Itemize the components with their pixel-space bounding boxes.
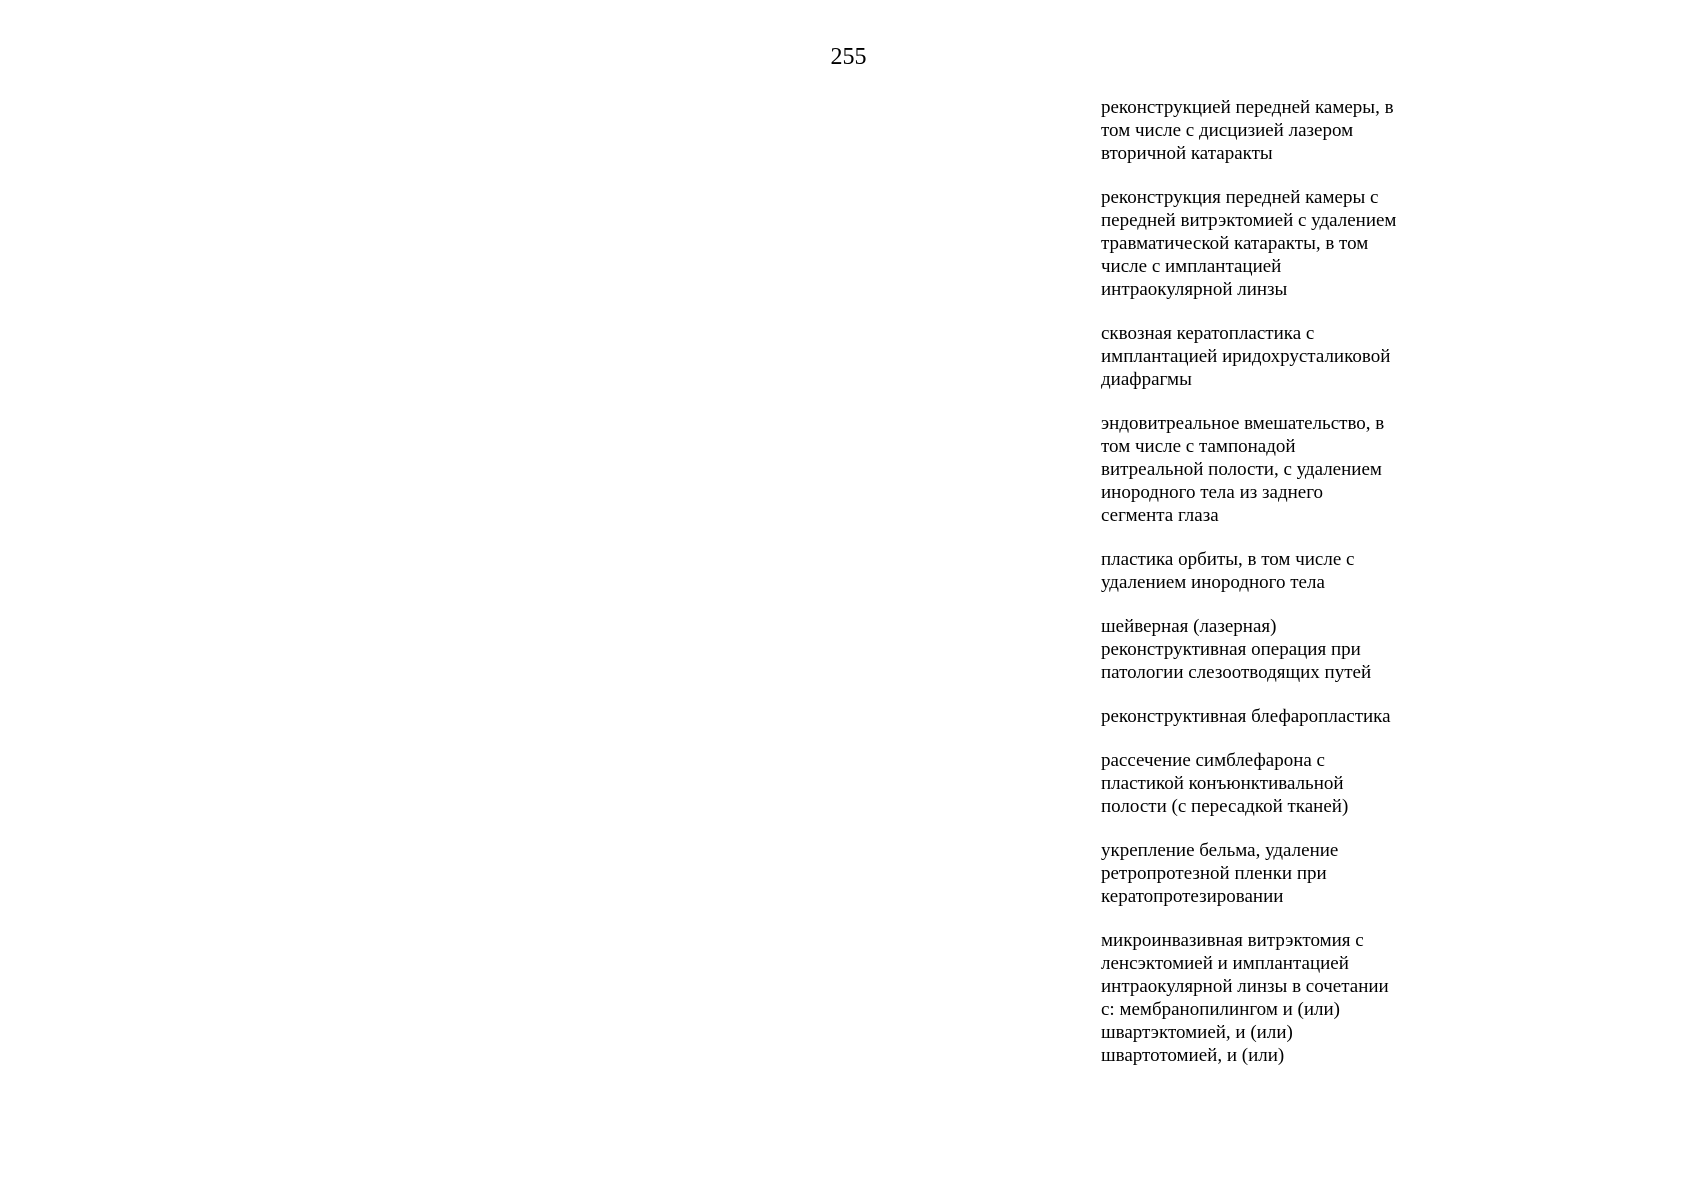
- procedure-text-line: полости (с пересадкой тканей): [1101, 796, 1349, 817]
- procedure-text-line: том числе с дисцизией лазером: [1101, 120, 1354, 141]
- procedure-list: [1101, 96, 1441, 1088]
- procedure-item: [1101, 96, 1441, 165]
- procedure-text-line: пластикой конъюнктивальной: [1101, 773, 1344, 794]
- procedure-text-line: интраокулярной линзы в сочетании: [1101, 976, 1389, 997]
- procedure-text-line: инородного тела из заднего: [1101, 482, 1324, 503]
- procedure-text-line: передней витрэктомией с удалением: [1101, 210, 1397, 231]
- procedure-text-line: с: мембранопилингом и (или): [1101, 999, 1340, 1020]
- procedure-item: [1101, 615, 1441, 684]
- procedure-text-line: ленсэктомией и имплантацией: [1101, 953, 1349, 974]
- procedure-text-line: удалением инородного тела: [1101, 572, 1325, 593]
- procedure-text-line: пластика орбиты, в том числе с: [1101, 549, 1355, 570]
- procedure-text-line: том числе с тампонадой: [1101, 436, 1296, 457]
- procedure-item: [1101, 322, 1441, 391]
- procedure-text-line: патологии слезоотводящих путей: [1101, 662, 1372, 683]
- procedure-item: [1101, 749, 1441, 818]
- procedure-text-line: имплантацией иридохрусталиковой: [1101, 346, 1391, 367]
- procedure-item: [1101, 548, 1441, 594]
- procedure-text-line: рассечение симблефарона с: [1101, 750, 1325, 771]
- page-number: 255: [830, 44, 867, 70]
- procedure-text-line: кератопротезировании: [1101, 886, 1284, 907]
- procedure-text-line: реконструктивная операция при: [1101, 639, 1361, 660]
- procedure-text-line: эндовитреальное вмешательство, в: [1101, 413, 1385, 434]
- procedure-item: [1101, 705, 1441, 728]
- procedure-text-line: диафрагмы: [1101, 369, 1192, 390]
- procedure-item: [1101, 839, 1441, 908]
- procedure-text-line: шейверная (лазерная): [1101, 616, 1277, 637]
- procedure-text-line: числе с имплантацией: [1101, 256, 1282, 277]
- procedure-text-line: укрепление бельма, удаление: [1101, 840, 1339, 861]
- procedure-text-line: травматической катаракты, в том: [1101, 233, 1369, 254]
- procedure-text-line: реконструкция передней камеры с: [1101, 187, 1379, 208]
- procedure-text-line: витреальной полости, с удалением: [1101, 459, 1382, 480]
- procedure-text-line: ретропротезной пленки при: [1101, 863, 1327, 884]
- procedure-text-line: швартотомией, и (или): [1101, 1045, 1285, 1066]
- procedure-text-line: сегмента глаза: [1101, 505, 1219, 526]
- procedure-text-line: сквозная кератопластика с: [1101, 323, 1315, 344]
- procedure-text-line: микроинвазивная витрэктомия с: [1101, 930, 1364, 951]
- procedure-item: [1101, 412, 1441, 527]
- procedure-text-line: вторичной катаракты: [1101, 143, 1273, 164]
- procedure-text-line: интраокулярной линзы: [1101, 279, 1288, 300]
- procedure-text-line: реконструктивная блефаропластика: [1101, 706, 1391, 727]
- procedure-item: [1101, 186, 1441, 301]
- procedure-text-line: реконструкцией передней камеры, в: [1101, 97, 1394, 118]
- procedure-item: [1101, 929, 1441, 1067]
- procedure-text-line: швартэктомией, и (или): [1101, 1022, 1293, 1043]
